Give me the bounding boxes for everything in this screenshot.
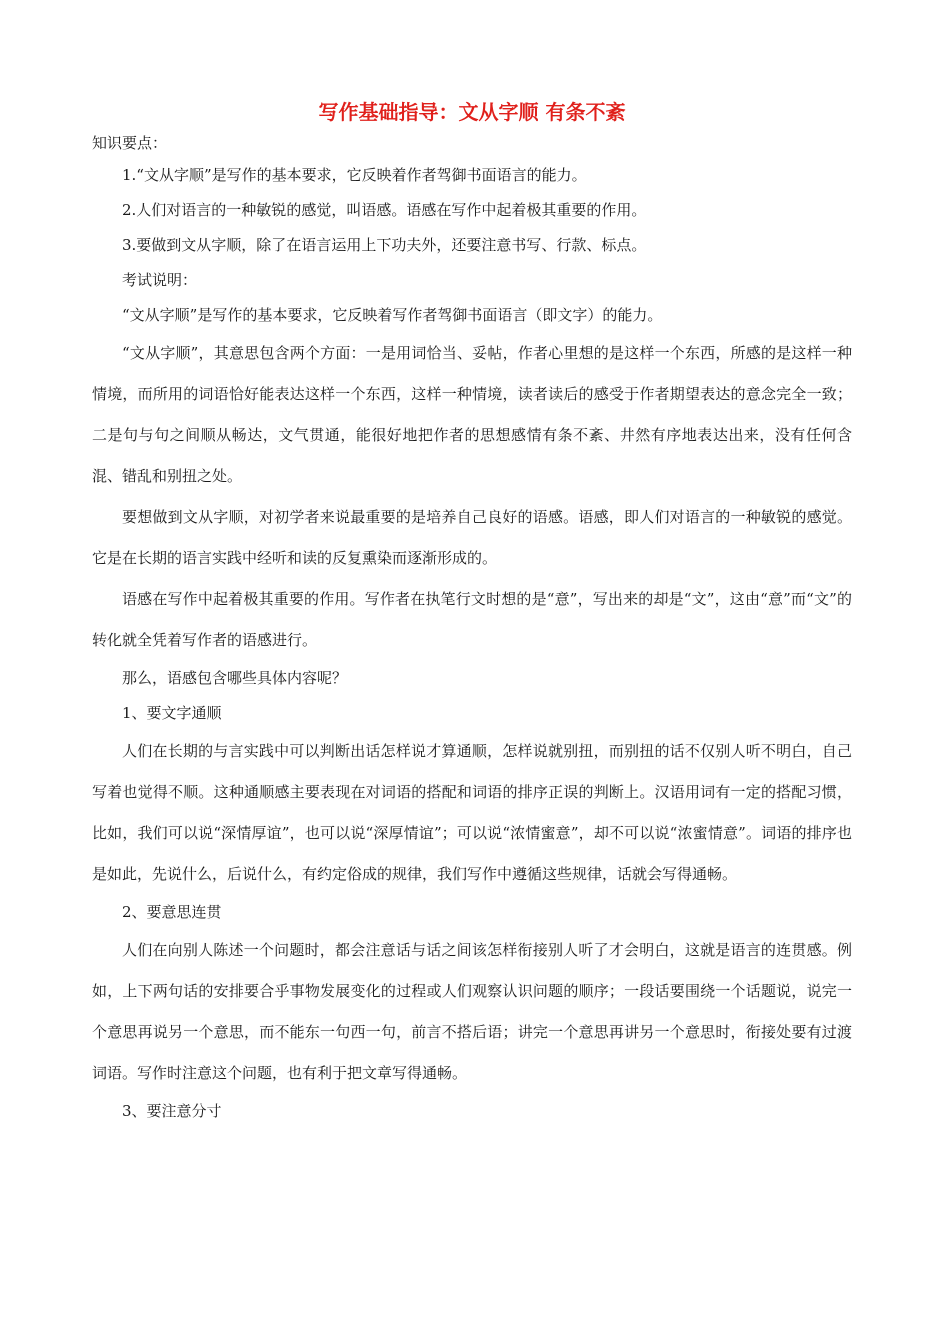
paragraph: 那么，语感包含哪些具体内容呢？	[122, 669, 348, 687]
section-heading: 3、要注意分寸	[122, 1102, 222, 1120]
knowledge-point: 1.“文从字顺”是写作的基本要求，它反映着作者驾御书面语言的能力。	[122, 166, 587, 184]
section-heading: 1、要文字通顺	[122, 704, 222, 722]
knowledge-heading: 知识要点：	[92, 134, 168, 152]
paragraph: “文从字顺”，其意思包含两个方面：一是用词恰当、妥帖，作者心里想的是这样一个东西，所感的是这样一种情境，而所用的词语恰好能表达这样一个东西，这样一种情境，读者读后的感受于作者期望表达的意念完全一致；二是句与句之间顺从畅达，文气贯通，能很好地把作者的思想感情有条不紊、井然有序地表达出来，没有任何含混、错乱和别扭之处。	[92, 344, 852, 485]
paragraph: 要想做到文从字顺，对初学者来说最重要的是培养自己良好的语感。语感，即人们对语言的一种敏锐的感觉。它是在长期的语言实践中经听和读的反复熏染而逐渐形成的。	[92, 508, 852, 567]
paragraph: 语感在写作中起着极其重要的作用。写作者在执笔行文时想的是“意”，写出来的却是“文”，这由“意”而“文”的转化就全凭着写作者的语感进行。	[92, 590, 852, 649]
section-body: 人们在向别人陈述一个问题时，都会注意话与话之间该怎样衔接别人听了才会明白，这就是语言的连贯感。例如，上下两句话的安排要合乎事物发展变化的过程或人们观察认识问题的顺序；一段话要围绕一个话题说，说完一个意思再说另一个意思，而不能东一句西一句，前言不搭后语；讲完一个意思再讲另一个意思时，衔接处要有过渡词语。写作时注意这个问题，也有利于把文章写得通畅。	[92, 941, 852, 1082]
knowledge-point: 2.人们对语言的一种敏锐的感觉，叫语感。语感在写作中起着极其重要的作用。	[122, 201, 647, 219]
knowledge-point: 3.要做到文从字顺，除了在语言运用上下功夫外，还要注意书写、行款、标点。	[122, 236, 647, 254]
section-body: 人们在长期的与言实践中可以判断出话怎样说才算通顺，怎样说就别扭，而别扭的话不仅别人听不明白，自己写着也觉得不顺。这种通顺感主要表现在对词语的搭配和词语的排序正误的判断上。汉语用词有一定的搭配习惯，比如，我们可以说“深情厚谊”，也可以说“深厚情谊”；可以说“浓情蜜意”，却不可以说“浓蜜情意”。词语的排序也是如此，先说什么，后说什么，有约定俗成的规律，我们写作中遵循这些规律，话就会写得通畅。	[92, 742, 852, 883]
exam-heading: 考试说明：	[122, 271, 198, 289]
page-title: 写作基础指导：文从字顺 有条不紊	[318, 100, 626, 124]
document-body	[92, 98, 852, 1129]
section-heading: 2、要意思连贯	[122, 903, 222, 921]
paragraph: “文从字顺”是写作的基本要求，它反映着写作者驾御书面语言（即文字）的能力。	[122, 306, 663, 324]
